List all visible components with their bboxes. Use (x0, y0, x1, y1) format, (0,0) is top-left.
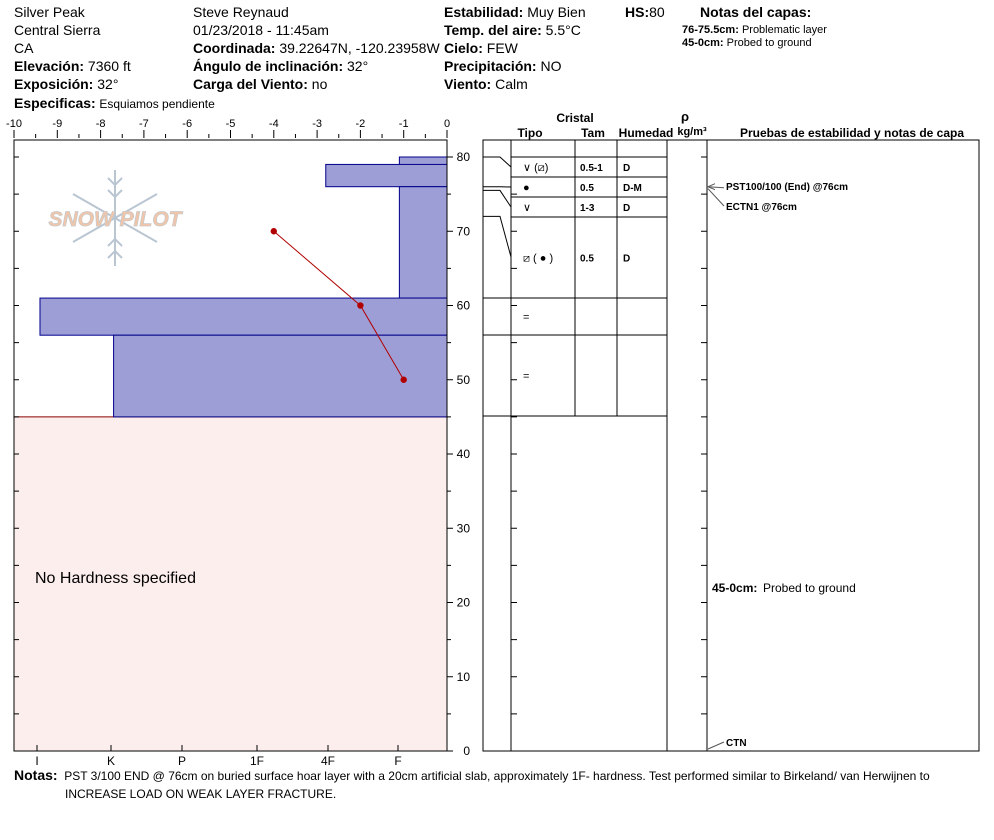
hardness-tick-label: I (35, 754, 39, 768)
temp-tick-label: -4 (268, 118, 279, 130)
hardness-layer-5 (114, 335, 447, 417)
temp-tick-label: 0 (443, 118, 451, 130)
hardness-layer-3 (399, 187, 447, 298)
layer-type: ⧄ ( ● ) (523, 252, 554, 265)
layer-note-2-range: 45-0cm: (682, 37, 724, 49)
height-tick-label: 40 (456, 447, 470, 461)
height-tick-label: 0 (463, 744, 470, 758)
notes-text-1: PST 3/100 END @ 76cm on buried surface hoar layer with a 20cm artificial slab, approximately 1F- hardness. Test performed similar to Birkeland/ van Herwijnen to (64, 769, 930, 783)
hardness-tick-label: P (177, 754, 187, 768)
hardness-layers (40, 157, 447, 417)
header-cristal: Cristal (556, 111, 594, 125)
hardness-temperature-plot (6, 118, 470, 768)
observation-datetime: 01/23/2018 - 11:45am (193, 22, 329, 38)
layer-moisture: D (623, 203, 631, 214)
layer-note-range: 45-0cm: (712, 581, 758, 595)
height-tick-label: 50 (456, 372, 470, 387)
no-hardness-label: No Hardness specified (35, 570, 196, 587)
hardness-tick-label: F (394, 754, 402, 768)
notes-label: Notas: (14, 767, 58, 783)
header-tam: Tam (581, 126, 605, 140)
layer-type: ● (523, 182, 530, 194)
hs-value: 80 (649, 4, 665, 20)
wind-load-value: no (311, 76, 328, 92)
header-humedad: Humedad (618, 126, 674, 140)
temp-tick-label: -8 (95, 118, 106, 130)
incline-value: 32° (347, 58, 369, 74)
stability-test-1: PST100/100 (End) @76cm (726, 182, 849, 193)
test-arrow (708, 742, 724, 749)
stability-test-2: ECTN1 @76cm (726, 202, 797, 213)
aspect-value: 32° (97, 76, 119, 92)
layer-moisture: D (623, 163, 631, 174)
temp-tick-label: -6 (182, 118, 193, 130)
stability-tests (708, 182, 856, 749)
layer-moisture: D (623, 253, 631, 265)
layer-notes-title: Notas del capas: (700, 4, 812, 20)
layer-note-1-range: 76-75.5cm: (682, 24, 739, 36)
specifics-label: Especificas: (14, 95, 96, 111)
layer-size: 1-3 (580, 203, 595, 214)
logo-text: SNOW PILOT (48, 208, 182, 231)
temp-tick-label: -7 (139, 118, 149, 130)
layer-size: 0.5-1 (580, 163, 603, 174)
height-tick-label: 70 (456, 224, 470, 239)
test-arrow (708, 189, 724, 206)
air-temp-value: 5.5°C (545, 22, 581, 38)
hardness-tick-label: K (106, 754, 116, 768)
stability-label: Estabilidad: (444, 4, 524, 20)
height-tick-label: 20 (456, 595, 470, 610)
layer-connector (483, 157, 511, 167)
notes-text-2: INCREASE LOAD ON WEAK LAYER FRACTURE. (65, 787, 337, 801)
temp-tick-label: -3 (312, 118, 322, 130)
coordinate-value: 39.22647N, -120.23958W (279, 40, 440, 56)
location-name: Silver Peak (14, 4, 85, 20)
incline-label: Ángulo de inclinación: (193, 58, 344, 74)
hardness-layer-4 (40, 298, 447, 335)
temp-tick-label: -10 (6, 118, 22, 130)
coordinate-label: Coordinada: (193, 40, 276, 56)
layer-type: ∨ (⧄) (523, 162, 549, 174)
notes-row-1 (14, 767, 930, 783)
table-tick-marks (511, 157, 707, 714)
height-tick-label: 80 (456, 150, 470, 164)
header-rho: ρ (680, 109, 690, 124)
region-name: Central Sierra (14, 22, 101, 38)
elevation-label: Elevación: (14, 58, 85, 74)
layer-connectors (483, 157, 511, 257)
stability-value: Muy Bien (527, 4, 586, 20)
air-temp-label: Temp. del aire: (444, 22, 542, 38)
precip-value: NO (540, 58, 562, 74)
layer-size: 0.5 (580, 253, 594, 265)
wind-value: Calm (495, 76, 528, 92)
hardness-tick-label: 1F (249, 754, 265, 768)
height-tick-label: 10 (456, 669, 470, 684)
layer-rows (523, 162, 642, 383)
layer-note-text: Probed to ground (763, 581, 856, 595)
layer-moisture: D-M (623, 183, 642, 194)
precip-label: Precipitación: (444, 58, 537, 74)
layer-note-2-text: Probed to ground (726, 37, 812, 49)
table-frame (483, 140, 979, 751)
aspect-label: Exposición: (14, 76, 94, 92)
wind-label: Viento: (444, 76, 492, 92)
temperature-point (357, 302, 363, 308)
layer-size: 0.5 (580, 183, 594, 194)
layer-type: ∨ (523, 202, 532, 214)
temp-tick-label: -2 (355, 118, 366, 130)
height-tick-label: 60 (456, 298, 470, 313)
header-tipo: Tipo (517, 126, 543, 140)
layer-note-1-text: Problematic layer (741, 24, 827, 36)
layer-type: = (523, 311, 530, 324)
sky-label: Cielo: (444, 40, 483, 56)
specifics-value: Esquiamos pendiente (99, 97, 215, 111)
height-tick-label: 30 (456, 521, 470, 536)
layer-connector (483, 190, 511, 207)
hardness-tick-label: 4F (320, 754, 336, 768)
wind-load-label: Carga del Viento: (193, 76, 308, 92)
temp-tick-label: -1 (398, 118, 409, 130)
header-stability: Pruebas de estabilidad y notas de capa (739, 126, 965, 140)
hs-label: HS: (625, 4, 650, 20)
layer-type: = (523, 370, 530, 383)
temperature-axis (6, 118, 450, 138)
temperature-point (401, 377, 407, 383)
observer-name: Steve Reynaud (193, 4, 289, 20)
layer-table (483, 109, 979, 751)
height-axis (447, 150, 470, 758)
header-density-unit: kg/m³ (677, 126, 707, 138)
temp-tick-label: -5 (225, 118, 236, 130)
elevation-value: 7360 ft (87, 58, 131, 74)
stability-test-3: CTN (726, 738, 747, 749)
temperature-point (271, 228, 277, 234)
temp-tick-label: -9 (52, 118, 63, 130)
hardness-layer-2 (326, 164, 447, 186)
snowpilot-logo (49, 170, 184, 266)
state-name: CA (14, 40, 34, 56)
sky-value: FEW (486, 40, 518, 56)
layer-connector (483, 216, 511, 257)
